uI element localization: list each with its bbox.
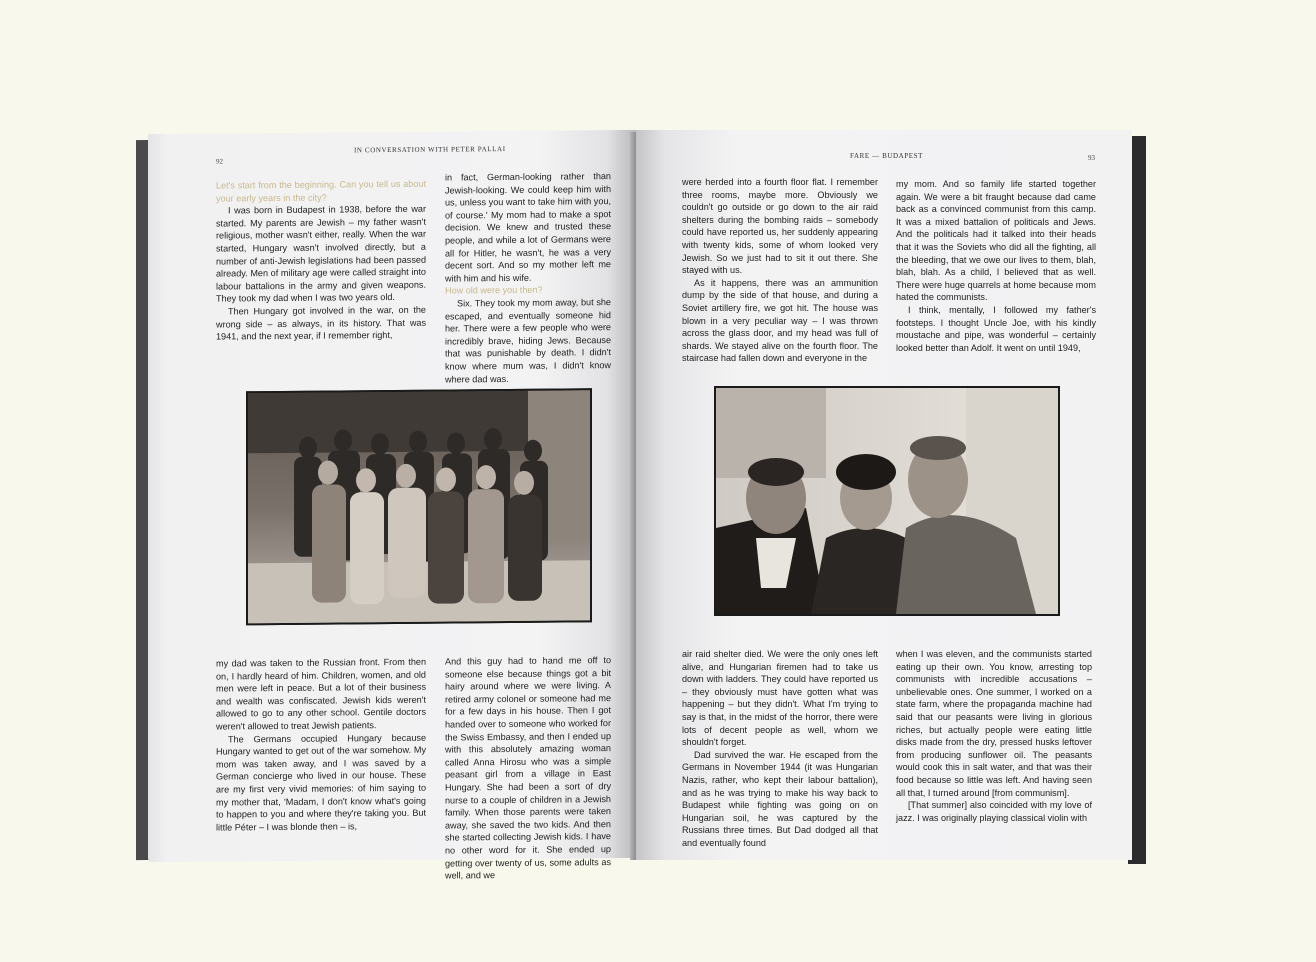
left-col1-top <box>216 178 426 344</box>
portrait-photo <box>714 386 1060 616</box>
right-col2-bottom <box>896 648 1092 824</box>
paragraph: I think, mentally, I followed my father's footsteps. I thought Uncle Joe, with his kindly moustache and pipe, was wonderful – certainly looked better than Adolf. It went on until 1949, <box>896 304 1096 353</box>
paragraph: I was born in Budapest in 1938, before the war started. My parents are Jewish – my father wasn't religious, mother wasn't either, really. When the war started, Hungary wasn't involved directly, but a number of anti-Jewish legislations had been passed already. Men of military age were called straight into labour battalions in the army and given weapons. They took my dad when I was two years old. <box>216 203 426 304</box>
paragraph: in fact, German-looking rather than Jewish-looking. We could keep him with us, unless you want to take him with you, of course.' My mom had to make a spot decision. We knew and trusted these people, and while a lot of Germans were all for Hitler, he wasn't, he was a very decent sort. And so my mother left me with him and his wife. <box>445 171 611 284</box>
paragraph: Six. They took my mom away, but she escaped, and eventually someone hid her. There were a few people who were incredibly brave, hiding Jews. Because that was punishable by death. I didn't know where mum was, I didn't know where dad was. <box>445 297 611 385</box>
right-col2-top <box>896 178 1096 354</box>
paragraph: And this guy had to hand me off to someone else because things got a bit hairy around where we were living. A retired army colonel or someone had me for a few days in his house. Then I got handed over to someone who worked for the Swiss Embassy, and then I ended up with this absolutely amazing woman called Anna Hirosu who was a simple peasant girl from a village in East Hungary. She had been a sort of dry nurse to a couple of children in a Jewish family. When those parents were taken away, she saved the two kids. And then she started collecting Jewish kids. I have no other word for it. She ended up getting over twenty of us, some adults as well, and we <box>445 655 611 881</box>
left-col2-bottom <box>445 654 611 882</box>
question: How old were you then? <box>445 285 543 296</box>
portrait-photo-image <box>716 388 1058 614</box>
left-page-number: 92 <box>216 157 223 166</box>
group-photo <box>246 388 592 625</box>
left-col2-top <box>445 170 611 386</box>
right-col1-top <box>682 176 878 365</box>
question: Let's start from the beginning. Can you tell us about your early years in the city? <box>216 178 426 204</box>
right-page-number: 93 <box>1088 154 1095 162</box>
paragraph: when I was eleven, and the communists started eating up their own. You know, arresting top communists with incredible accusations – unbelievable ones. One summer, I worked on a state farm, where the propaganda machine had said that our peasants were living in glorious riches, but actually people were eating little disks made from the dry, pressed husks leftover from producing sunflower oil. The peasants would cook this in salt water, and that was their food because so little was left. And having seen all that, I turned around [from communism]. <box>896 649 1092 798</box>
paragraph: The Germans occupied Hungary because Hungary wanted to get out of the war somehow. My mom was taken away, and I was saved by a German concierge who lived in our house. These are my first very vivid memories: of him saying to my mother that, 'Madam, I don't know what's going to happen to you and where they're taking you. But little Péter – I was blonde then – is, <box>216 732 426 833</box>
paragraph: [That summer] also coincided with my love of jazz. I was originally playing classical violin with <box>896 800 1092 823</box>
right-running-head: FARE — BUDAPEST <box>850 152 924 160</box>
right-page <box>636 130 1132 860</box>
paragraph: my dad was taken to the Russian front. From then on, I hardly heard of him. Children, women, and old men were left in peace. But a lot of their business and wealth was confiscated. Jewish kids weren't allowed to go to any other school. Gentile doctors weren't allowed to treat Jewish patients. <box>216 656 426 732</box>
paragraph: air raid shelter died. We were the only ones left alive, and Hungarian firemen had to take us down with ladders. They could have reported us – they obviously must have gotten what was happening – but they didn't. What I'm trying to say is that, in the midst of the horror, there were lots of decent people as well, whom we shouldn't forget. <box>682 649 878 748</box>
right-col1-bottom <box>682 648 878 850</box>
paragraph: were herded into a fourth floor flat. I remember three rooms, maybe more. Obviously we couldn't go outside or go down to the air raid shelters during the bombing raids – somebody could have reported us, her suddenly appearing with twenty kids, some of whom looked very Jewish. So we just had to sit it out there. She stayed with us. <box>682 177 878 276</box>
left-col1-bottom <box>216 656 426 834</box>
paragraph: my mom. And so family life started together again. We were a bit fraught because dad came back as a convinced communist from this camp. It was a mixed battalion of politicals and Jews. And the politicals had it talked into their heads that it was the Soviets who did all the fighting, all the bleeding, that we owe our lives to them, blah, blah, blah. As a child, I believed that as well. There were huge quarrels at home because mom hated the communists. <box>896 179 1096 303</box>
left-running-head: IN CONVERSATION WITH PETER PALLAI <box>354 145 506 155</box>
left-page <box>148 130 636 881</box>
paragraph: As it happens, there was an ammunition dump by the side of that house, and during a Soviet artillery fire, we got hit. The house was blown in a very peculiar way – I was thrown across the glass door, and my head was full of shards. We stayed alive on the fourth floor. The staircase had fallen down and everyone in the <box>682 277 878 364</box>
paragraph: Dad survived the war. He escaped from the Germans in November 1944 (it was Hungarian Nazis, rather, who kept their labour battalion), and as he was trying to make his way back to Budapest while fighting was going on on Hungarian soil, he was captured by the Russians three times. But Dad dodged all that and eventually found <box>682 749 878 848</box>
paragraph: Then Hungary got involved in the war, on the wrong side – as always, in its history. That was 1941, and the next year, if I remember right, <box>216 304 426 342</box>
group-photo-image <box>248 390 590 623</box>
